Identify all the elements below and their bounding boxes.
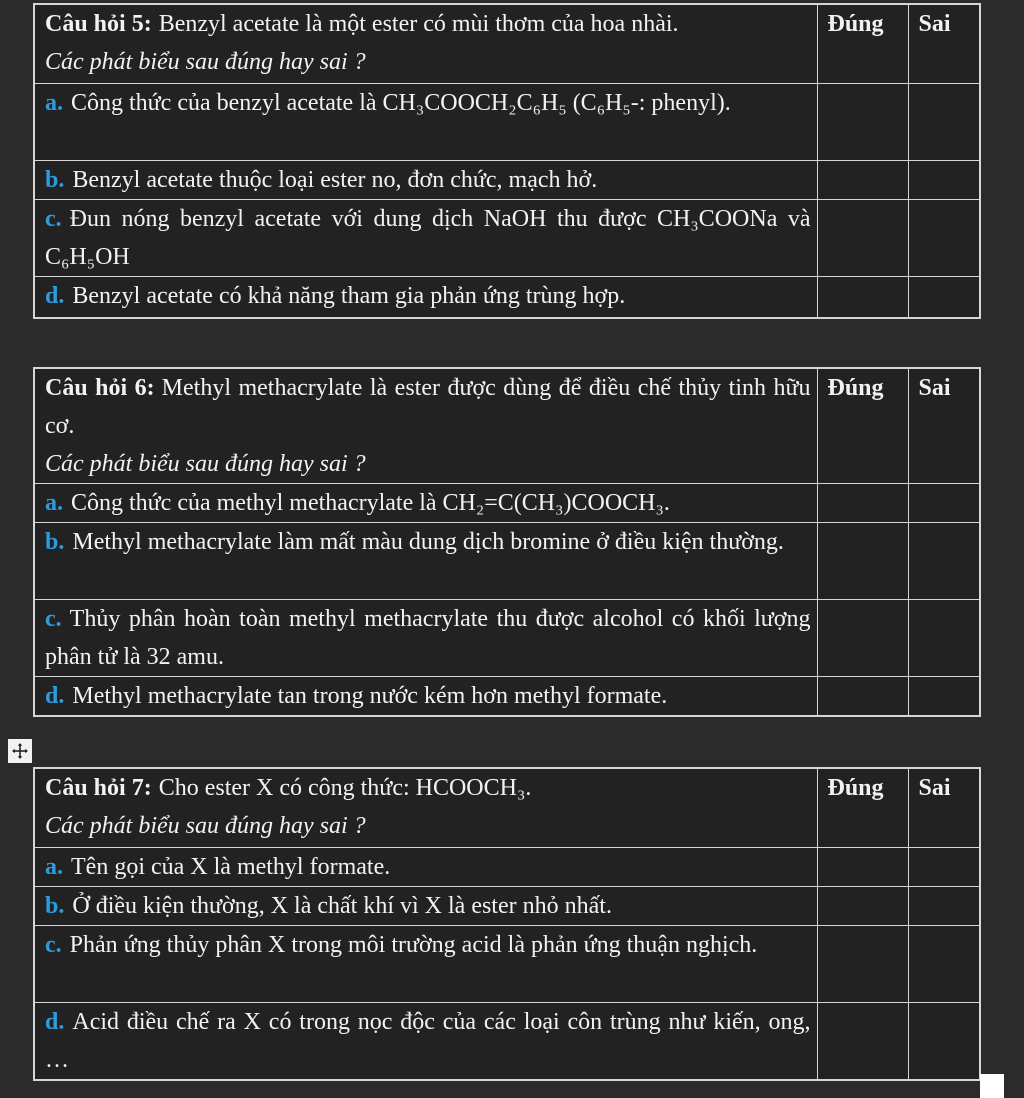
statement-text: Methyl methacrylate tan trong nước kém hơn methyl formate. xyxy=(72,683,668,709)
statement-row xyxy=(34,200,980,277)
statement-label: d. xyxy=(45,283,65,309)
statement-text: Công thức của methyl methacrylate là CH₂=C(CH₃)COOCH₃. xyxy=(71,490,670,516)
answer-cell-false[interactable] xyxy=(908,926,980,1003)
question-number: Câu hỏi 5: xyxy=(45,11,152,37)
question-prompt: Các phát biểu sau đúng hay sai ? xyxy=(45,49,366,75)
answer-cell-false[interactable] xyxy=(908,887,980,926)
question-number: Câu hỏi 6: xyxy=(45,375,155,401)
answer-cell-false[interactable] xyxy=(908,161,980,200)
answer-cell-false[interactable] xyxy=(908,200,980,277)
statement-row xyxy=(34,523,980,600)
statement-cell[interactable] xyxy=(34,161,817,200)
statement-cell[interactable] xyxy=(34,523,817,600)
statement-cell[interactable] xyxy=(34,887,817,926)
statement-text: Acid điều chế ra X có trong nọc độc của các loại côn trùng như kiến, ong, … xyxy=(45,1009,811,1073)
answer-cell-true[interactable] xyxy=(817,887,908,926)
statement-text: Benzyl acetate có khả năng tham gia phản ứng trùng hợp. xyxy=(72,283,626,309)
statement-cell[interactable] xyxy=(34,848,817,887)
statement-row xyxy=(34,484,980,523)
column-header-true: Đúng xyxy=(817,4,908,84)
question-number: Câu hỏi 7: xyxy=(45,775,152,801)
statement-row xyxy=(34,887,980,926)
statement-row xyxy=(34,848,980,887)
question-text: Cho ester X có công thức: HCOOCH₃. xyxy=(158,775,532,801)
question-header-row xyxy=(34,4,980,84)
question-cell[interactable] xyxy=(34,368,817,484)
answer-cell-false[interactable] xyxy=(908,600,980,677)
answer-cell-false[interactable] xyxy=(908,677,980,717)
answer-cell-true[interactable] xyxy=(817,1003,908,1081)
question-table-7 xyxy=(33,767,981,1081)
statement-row xyxy=(34,926,980,1003)
question-header-row xyxy=(34,368,980,484)
statement-cell[interactable] xyxy=(34,277,817,319)
column-header-true: Đúng xyxy=(817,768,908,848)
answer-cell-true[interactable] xyxy=(817,277,908,319)
statement-label: b. xyxy=(45,167,65,193)
column-header-false: Sai xyxy=(908,768,980,848)
statement-cell[interactable] xyxy=(34,600,817,677)
statement-row xyxy=(34,84,980,161)
statement-label: b. xyxy=(45,893,65,919)
statement-label: a. xyxy=(45,490,63,516)
answer-cell-false[interactable] xyxy=(908,84,980,161)
statement-cell[interactable] xyxy=(34,926,817,1003)
answer-cell-true[interactable] xyxy=(817,677,908,717)
answer-cell-false[interactable] xyxy=(908,523,980,600)
question-prompt: Các phát biểu sau đúng hay sai ? xyxy=(45,813,366,839)
statement-cell[interactable] xyxy=(34,84,817,161)
statement-label: d. xyxy=(45,1009,65,1035)
answer-cell-true[interactable] xyxy=(817,484,908,523)
question-text: Benzyl acetate là một ester có mùi thơm của hoa nhài. xyxy=(158,11,679,37)
statement-row xyxy=(34,277,980,319)
answer-cell-false[interactable] xyxy=(908,277,980,319)
statement-row xyxy=(34,1003,980,1081)
statement-label: b. xyxy=(45,529,65,555)
question-text: Methyl methacrylate là ester được dùng để điều chế thủy tinh hữu cơ. xyxy=(45,375,811,439)
answer-cell-true[interactable] xyxy=(817,523,908,600)
question-cell[interactable] xyxy=(34,768,817,848)
move-icon xyxy=(11,742,29,760)
statement-label: a. xyxy=(45,854,63,880)
answer-cell-true[interactable] xyxy=(817,848,908,887)
statement-row xyxy=(34,600,980,677)
statement-cell[interactable] xyxy=(34,484,817,523)
statement-cell[interactable] xyxy=(34,1003,817,1081)
statement-text: Công thức của benzyl acetate là CH₃COOCH₂C₆H₅ (C₆H₅-: phenyl). xyxy=(71,90,731,116)
statement-text: Ở điều kiện thường, X là chất khí vì X là ester nhỏ nhất. xyxy=(72,893,612,919)
question-table-6 xyxy=(33,367,981,717)
table-move-handle[interactable] xyxy=(8,739,32,763)
statement-label: a. xyxy=(45,90,63,116)
statement-label: c. xyxy=(45,606,62,632)
answer-cell-true[interactable] xyxy=(817,200,908,277)
column-header-false: Sai xyxy=(908,4,980,84)
statement-text: Tên gọi của X là methyl formate. xyxy=(71,854,391,880)
statement-text: Phản ứng thủy phân X trong môi trường acid là phản ứng thuận nghịch. xyxy=(69,932,758,958)
question-header-row xyxy=(34,768,980,848)
statement-label: d. xyxy=(45,683,65,709)
statement-label: c. xyxy=(45,206,62,232)
answer-cell-true[interactable] xyxy=(817,926,908,1003)
answer-cell-false[interactable] xyxy=(908,848,980,887)
table-resize-handle[interactable] xyxy=(980,1074,1004,1098)
question-prompt: Các phát biểu sau đúng hay sai ? xyxy=(45,451,366,477)
answer-cell-false[interactable] xyxy=(908,1003,980,1081)
statement-row xyxy=(34,161,980,200)
column-header-false: Sai xyxy=(908,368,980,484)
statement-text: Thủy phân hoàn toàn methyl methacrylate thu được alcohol có khối lượng phân tử là 32 amu. xyxy=(45,606,811,670)
answer-cell-false[interactable] xyxy=(908,484,980,523)
statement-text: Methyl methacrylate làm mất màu dung dịch bromine ở điều kiện thường. xyxy=(72,529,784,555)
statement-row xyxy=(34,677,980,717)
statement-label: c. xyxy=(45,932,62,958)
column-header-true: Đúng xyxy=(817,368,908,484)
answer-cell-true[interactable] xyxy=(817,600,908,677)
statement-cell[interactable] xyxy=(34,200,817,277)
answer-cell-true[interactable] xyxy=(817,161,908,200)
statement-text: Benzyl acetate thuộc loại ester no, đơn chức, mạch hở. xyxy=(72,167,598,193)
statement-cell[interactable] xyxy=(34,677,817,717)
statement-text: Đun nóng benzyl acetate với dung dịch NaOH thu được CH₃COONa và C₆H₅OH xyxy=(45,206,811,270)
answer-cell-true[interactable] xyxy=(817,84,908,161)
question-cell[interactable] xyxy=(34,4,817,84)
question-table-5 xyxy=(33,3,981,319)
